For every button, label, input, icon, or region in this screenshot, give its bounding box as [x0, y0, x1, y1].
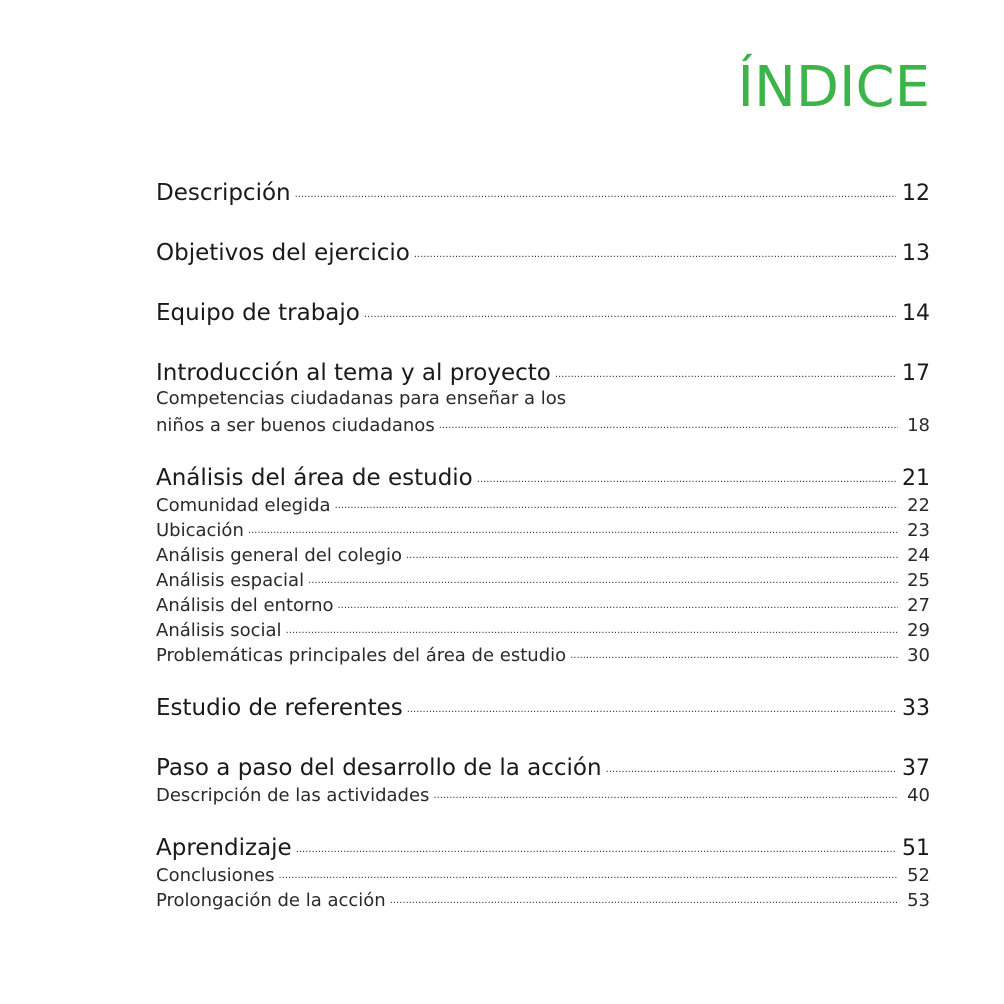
dot-leader	[406, 543, 898, 561]
toc-entry-label: Aprendizaje	[156, 835, 292, 861]
dot-leader	[555, 357, 896, 380]
dot-leader	[433, 783, 898, 801]
toc-page-number: 17	[902, 361, 930, 386]
toc-page-number: 27	[907, 595, 930, 616]
toc-entry-competencias[interactable]	[156, 413, 930, 436]
toc-page-number: 22	[907, 495, 930, 516]
dot-leader	[477, 462, 896, 485]
dot-leader	[407, 692, 896, 715]
toc-entry-label: Paso a paso del desarrollo de la acción	[156, 755, 602, 781]
toc-entry-label: Problemáticas principales del área de estudio	[156, 645, 567, 666]
toc-entry-label: Equipo de trabajo	[156, 300, 360, 326]
dot-leader	[606, 752, 896, 775]
toc-page-number: 53	[907, 890, 930, 911]
toc-entry-label: Descripción	[156, 180, 291, 206]
toc-entry-descripcion[interactable]	[156, 177, 930, 206]
toc-entry-label: Prolongación de la acción	[156, 890, 386, 911]
dot-leader	[390, 888, 898, 906]
dot-leader	[308, 568, 898, 586]
toc-entry-analisis-entorno[interactable]	[156, 593, 930, 616]
toc-page-number: 13	[902, 241, 930, 266]
toc-entry-analisis-espacial[interactable]	[156, 568, 930, 591]
dot-leader	[338, 593, 898, 611]
toc-entry-actividades[interactable]	[156, 783, 930, 806]
toc-entry-introduccion[interactable]	[156, 357, 930, 386]
toc-page-number: 12	[902, 181, 930, 206]
toc-entry-label: Análisis espacial	[156, 570, 305, 591]
toc-page-number: 37	[902, 756, 930, 781]
toc-entry-analisis-colegio[interactable]	[156, 543, 930, 566]
dot-leader	[286, 618, 898, 636]
toc-entry-label: Ubicación	[156, 520, 244, 541]
toc-entry-ubicacion[interactable]	[156, 518, 930, 541]
toc-entry-conclusiones[interactable]	[156, 863, 930, 886]
dot-leader	[279, 863, 898, 881]
toc-page-number: 51	[902, 836, 930, 861]
toc-entry-label: Análisis general del colegio	[156, 545, 403, 566]
toc-entry-label: Objetivos del ejercicio	[156, 240, 410, 266]
toc-page-number: 29	[907, 620, 930, 641]
toc-entry-competencias-line1[interactable]: Competencias ciudadanas para enseñar a los	[156, 388, 567, 409]
dot-leader	[570, 643, 898, 661]
dot-leader	[296, 832, 896, 855]
dot-leader	[248, 518, 898, 536]
dot-leader	[439, 413, 898, 431]
toc-entry-label: niños a ser buenos ciudadanos	[156, 415, 435, 436]
dot-leader	[335, 493, 898, 511]
toc-entry-equipo[interactable]	[156, 297, 930, 326]
dot-leader	[364, 297, 896, 320]
toc-page-number: 24	[907, 545, 930, 566]
toc-entry-prolongacion[interactable]	[156, 888, 930, 911]
toc-entry-aprendizaje[interactable]	[156, 832, 930, 861]
toc-page-number: 21	[902, 466, 930, 491]
toc-entry-analisis-social[interactable]	[156, 618, 930, 641]
toc-page-number: 18	[907, 415, 930, 436]
toc-entry-label: Conclusiones	[156, 865, 275, 886]
dot-leader	[414, 237, 896, 260]
toc-entry-label: Análisis del área de estudio	[156, 465, 473, 491]
toc-entry-problematicas[interactable]	[156, 643, 930, 666]
toc-entry-comunidad[interactable]	[156, 493, 930, 516]
toc-page-number: 33	[902, 696, 930, 721]
toc-entry-label: Estudio de referentes	[156, 695, 403, 721]
toc-entry-label: Comunidad elegida	[156, 495, 331, 516]
toc-entry-referentes[interactable]	[156, 692, 930, 721]
toc-entry-label: Análisis del entorno	[156, 595, 334, 616]
dot-leader	[295, 177, 896, 200]
toc-page-number: 23	[907, 520, 930, 541]
toc-entry-analisis-area[interactable]	[156, 462, 930, 491]
toc-page-number: 14	[902, 301, 930, 326]
toc-entry-label: Introducción al tema y al proyecto	[156, 360, 551, 386]
toc-entry-paso-a-paso[interactable]	[156, 752, 930, 781]
toc-page-number: 40	[907, 785, 930, 806]
toc-entry-label: Descripción de las actividades	[156, 785, 430, 806]
toc-page-number: 52	[907, 865, 930, 886]
toc-page-number: 25	[907, 570, 930, 591]
toc-entry-objetivos[interactable]	[156, 237, 930, 266]
toc-page-number: 30	[907, 645, 930, 666]
toc-entry-label: Análisis social	[156, 620, 282, 641]
page-title: ÍNDICE	[737, 55, 930, 120]
